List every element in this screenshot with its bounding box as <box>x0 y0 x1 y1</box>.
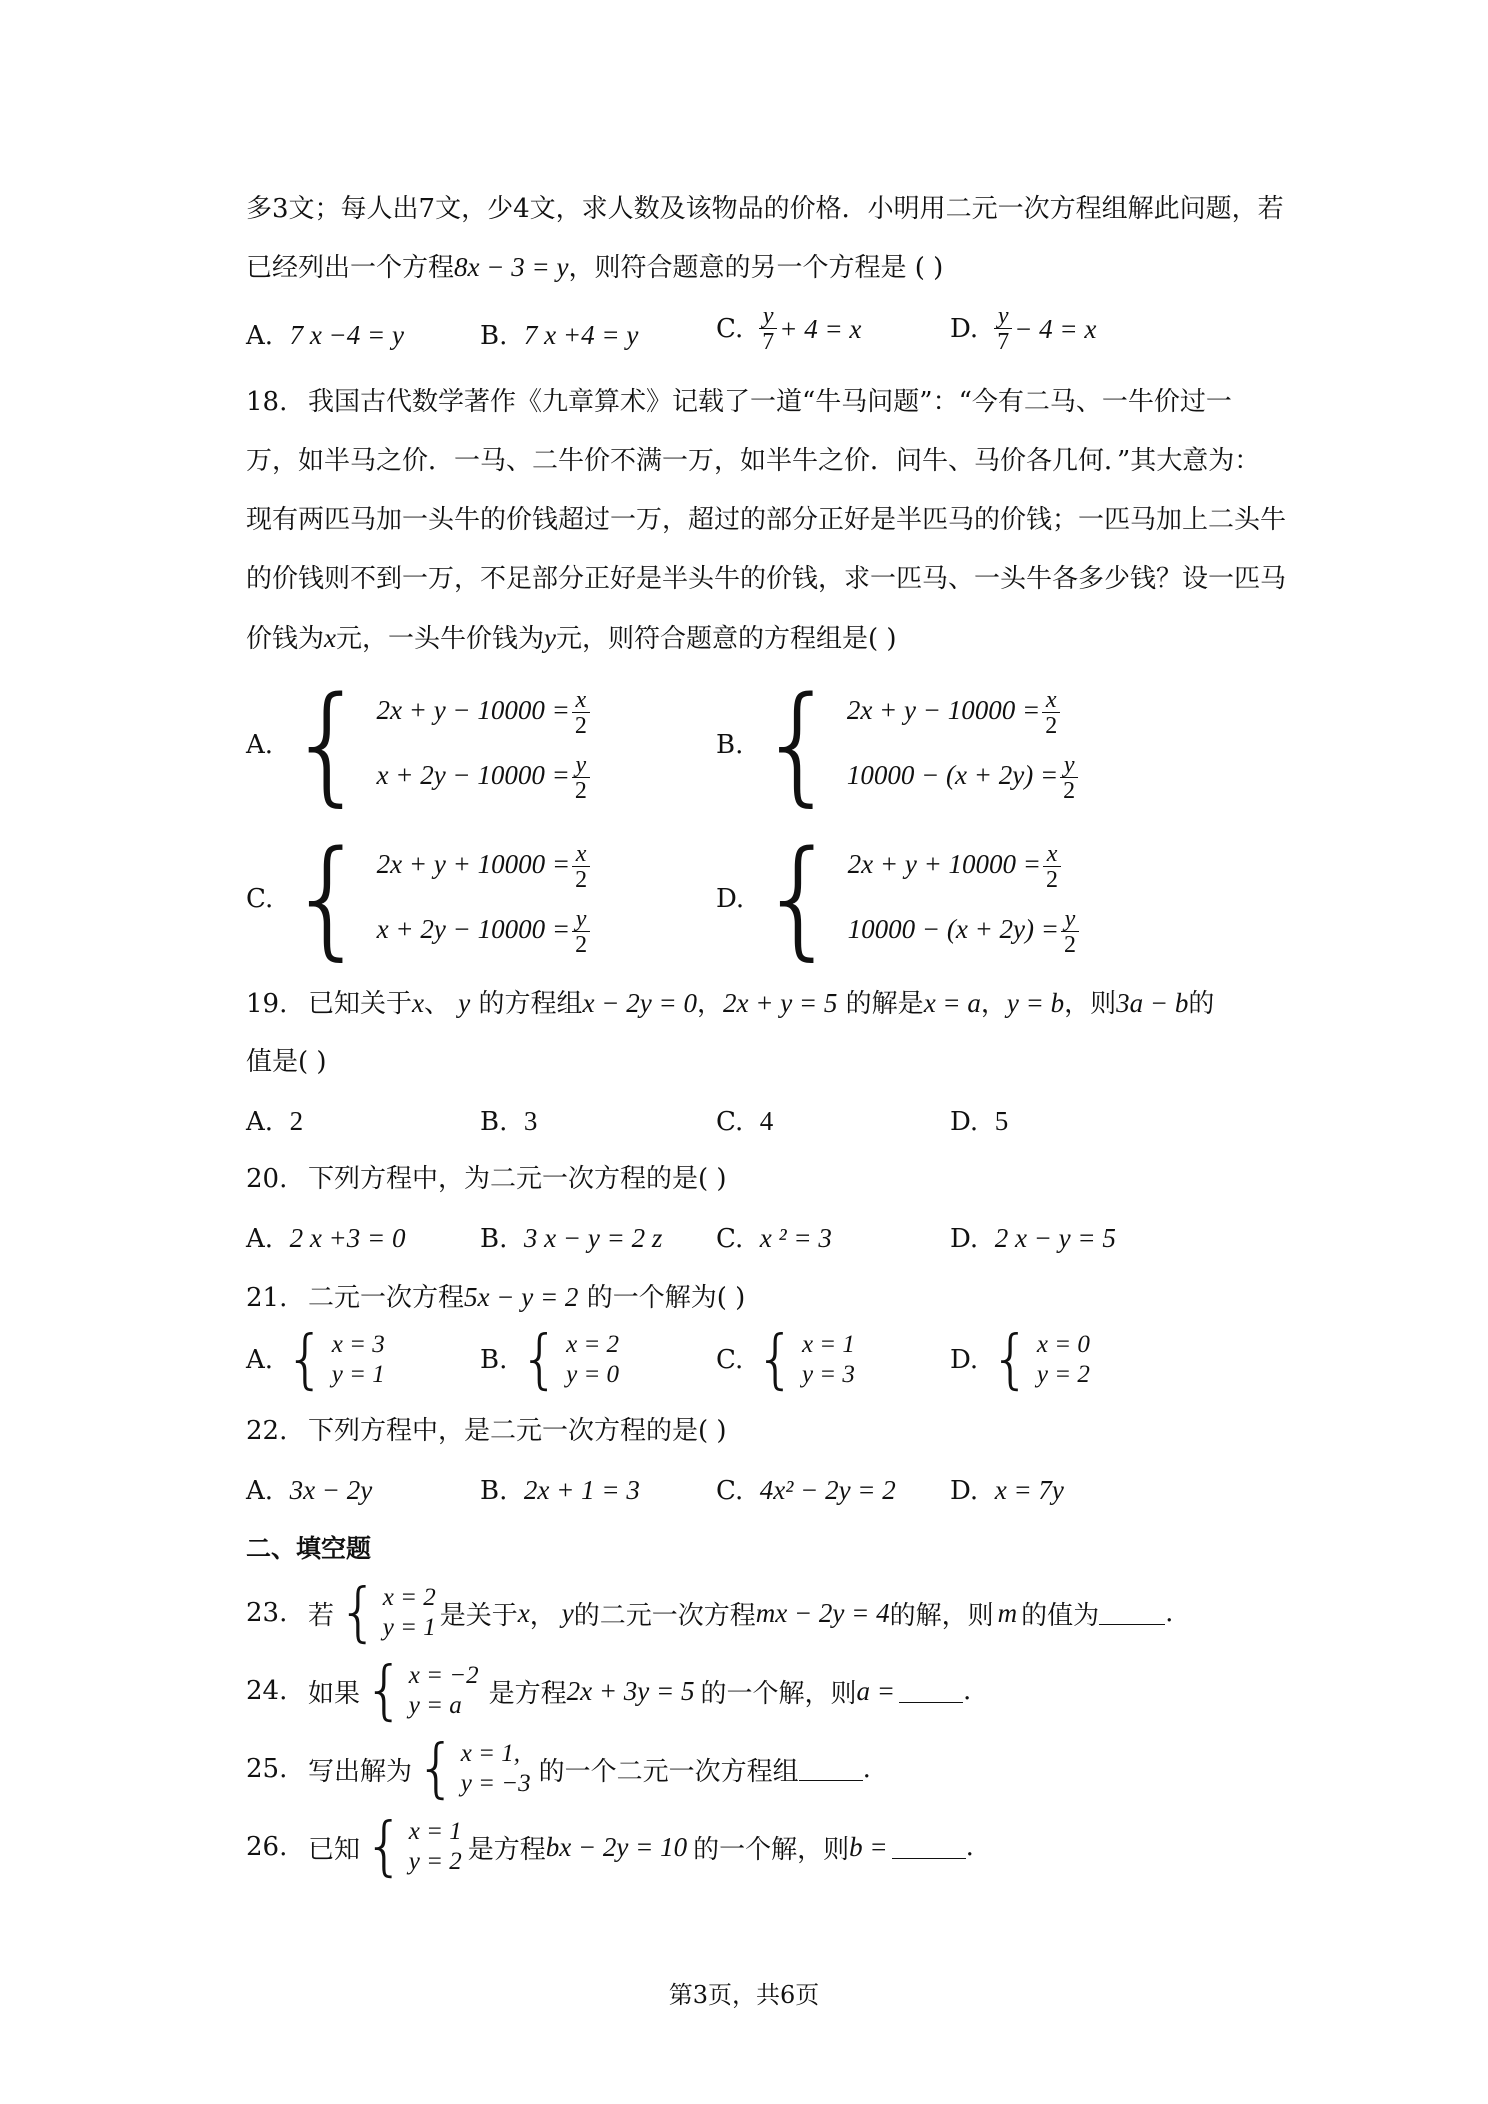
q20-option-d: D. 2 x − y = 5 <box>950 1223 1116 1254</box>
q19-option-d: D. 5 <box>950 1106 1009 1137</box>
q25: 25. 写出解为 { x = 1, y = −3 的一个二元一次方程组 . <box>246 1732 871 1806</box>
q19-line2: 值是( ) <box>246 1047 327 1077</box>
q23-answer-blank[interactable] <box>1099 1602 1165 1625</box>
q18-line2: 万，如半马之价．一马、二牛价不满一万，如半牛之价．问牛、马价各几何．”其大意为： <box>246 446 1261 476</box>
q19-option-a: A. 2 <box>246 1106 304 1137</box>
section-heading-fill-in: 二、填空题 <box>246 1534 372 1563</box>
q18-line3: 现有两匹马加一头牛的价钱超过一万，超过的部分正好是半匹马的价钱；一匹马加上二头牛 <box>246 505 1287 535</box>
q25-answer-blank[interactable] <box>799 1758 863 1781</box>
q21-option-d: D. { x = 0 y = 2 <box>950 1323 1090 1397</box>
q17-line2: 已经列出一个方程8x − 3 = y，则符合题意的另一个方程是 ( ) <box>246 252 944 283</box>
q24-answer-blank[interactable] <box>899 1680 963 1703</box>
q21-option-c: C. { x = 1 y = 3 <box>716 1323 855 1397</box>
q17-line1: 多3文；每人出7文，少4文，求人数及该物品的价格．小明用二元一次方程组解此问题，若 <box>246 194 1284 224</box>
q21-option-a: A. { x = 3 y = 1 <box>246 1323 385 1397</box>
q18-option-a: A. { 2x + y − 10000 = $\frac{x}{2}$ x + 2y − 10000 = $\frac{y}{2}$ <box>246 680 592 810</box>
q22-option-d: D. x = 7y <box>950 1475 1064 1506</box>
q22-option-c: C. 4x² − 2y = 2 <box>716 1475 896 1506</box>
q26-answer-blank[interactable] <box>892 1836 966 1859</box>
q18-option-d: D. { 2x + y + 10000 = $\frac{x}{2}$ 10000 − (x + 2y) = $\frac{y}{2}$ <box>716 834 1081 964</box>
q21-stem: 21. 二元一次方程5x − y = 2 的一个解为( ) <box>246 1282 746 1313</box>
q19-option-c: C. 4 <box>716 1106 774 1137</box>
q18-line1: 18. 我国古代数学著作《九章算术》记载了一道“牛马问题”：“今有二马、一牛价过一 <box>246 387 1232 417</box>
q24: 24. 如果 { x = −2 y = a 是方程 2x + 3y = 5 的一个解，则 a = . <box>246 1654 972 1728</box>
page-footer: 第3页，共6页 <box>668 1981 820 2009</box>
q20-option-b: B. 3 x − y = 2 z <box>480 1223 663 1254</box>
q17-option-a: A. 7 x −4 = y <box>246 320 404 351</box>
q17-option-d: D. $\frac{y}{7}$ − 4 = x <box>950 303 1097 355</box>
q18-line5: 价钱为x元，一头牛价钱为y元，则符合题意的方程组是( ) <box>246 623 897 654</box>
q20-stem: 20. 下列方程中，为二元一次方程的是( ) <box>246 1164 727 1194</box>
q17-option-b: B. 7 x +4 = y <box>480 320 639 351</box>
q17-equation: 8x − 3 = y <box>454 252 569 282</box>
q19-line1: 19. 已知关于x、 y 的方程组x − 2y = 0，2x + y = 5 的解是x = a，y = b，则3a − b的 <box>246 988 1215 1019</box>
q18-line4: 的价钱则不到一万，不足部分正好是半头牛的价钱，求一匹马、一头牛各多少钱？设一匹马 <box>246 564 1287 594</box>
q20-option-a: A. 2 x +3 = 0 <box>246 1223 406 1254</box>
q21-option-b: B. { x = 2 y = 0 <box>480 1323 620 1397</box>
q17-option-c: C. $\frac{y}{7}$ + 4 = x <box>716 303 862 355</box>
q22-stem: 22. 下列方程中，是二元一次方程的是( ) <box>246 1416 727 1446</box>
q22-option-a: A. 3x − 2y <box>246 1475 373 1506</box>
q18-option-c: C. { 2x + y + 10000 = $\frac{x}{2}$ x + 2y − 10000 = $\frac{y}{2}$ <box>246 834 592 964</box>
q20-option-c: C. x ² = 3 <box>716 1223 832 1254</box>
q22-option-b: B. 2x + 1 = 3 <box>480 1475 640 1506</box>
q26: 26. 已知 { x = 1 y = 2 是方程 bx − 2y = 10 的一个解，则 b = . <box>246 1810 974 1884</box>
q23: 23. 若 { x = 2 y = 1 是关于 x ， y 的二元一次方程 mx − 2y = 4 的解，则 m 的值为 . <box>246 1576 1174 1650</box>
q18-option-b: B. { 2x + y − 10000 = $\frac{x}{2}$ 10000 − (x + 2y) = $\frac{y}{2}$ <box>716 680 1080 810</box>
q19-option-b: B. 3 <box>480 1106 538 1137</box>
